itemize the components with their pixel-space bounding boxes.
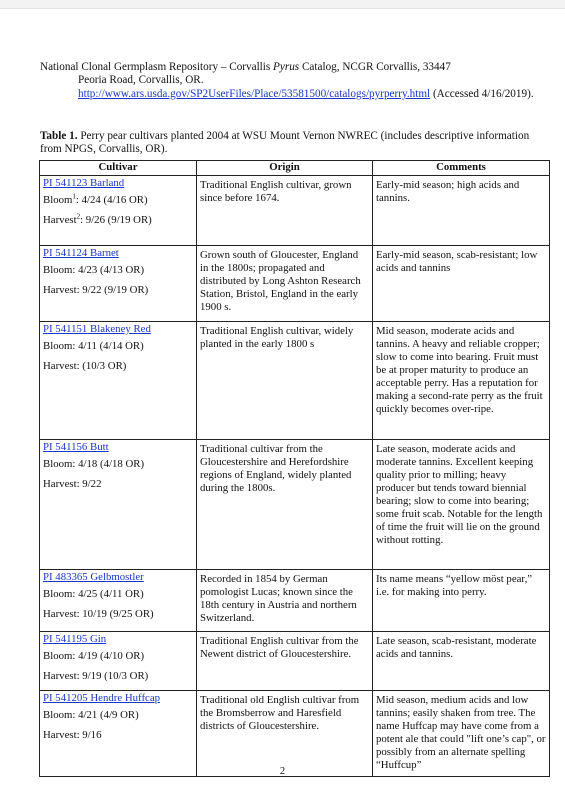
cultivar-cell (40, 440, 197, 570)
cultivar-cell (40, 176, 197, 246)
table-row (40, 632, 550, 691)
reference-line-2: Peoria Road, Corvallis, OR. (78, 74, 204, 87)
viewer-top-bar (0, 0, 565, 9)
cultivar-cell (40, 632, 197, 691)
comments-cell: Late season, scab-resistant, moderate acids and tannins. (373, 632, 550, 691)
cultivar-cell (40, 322, 197, 440)
table-header-row (40, 161, 550, 176)
bloom-date: Bloom: 4/18 (4/18 OR) (43, 458, 145, 470)
harvest-date: Harvest: 9/22 (43, 478, 102, 490)
table-row (40, 176, 550, 246)
bloom-date: Bloom: 4/11 (4/14 OR) (43, 340, 144, 352)
harvest-date: Harvest: 9/22 (9/19 OR) (43, 284, 149, 296)
cultivar-link[interactable]: PI 541156 Butt (43, 441, 109, 453)
comments-cell: Mid season, medium acids and low tannins; easily shaken from tree. The name Huffcap may have come from a potent ale that could "lift one’s cap", or possibly from an alternate spelling “Huffcup” (373, 691, 550, 777)
bloom-date: Bloom: 4/21 (4/9 OR) (43, 709, 139, 721)
header-origin: Origin (197, 161, 373, 176)
origin-cell: Traditional English cultivar, widely planted in the early 1800 s (197, 322, 373, 440)
cultivar-cell (40, 691, 197, 777)
comments-cell: Early-mid season, scab-resistant; low acids and tannins (373, 246, 550, 322)
reference-entry (40, 61, 550, 101)
table-row (40, 440, 550, 570)
cultivar-cell (40, 570, 197, 632)
comments-cell: Mid season, moderate acids and tannins. A heavy and reliable cropper; slow to come into bearing. Fruit must be at proper maturity to produce an acceptable perry. Has a reputation for making a second-rate perry as the fruit quickly becomes over-ripe. (373, 322, 550, 440)
harvest-date: Harvest: 9/19 (10/3 OR) (43, 670, 149, 682)
bloom-date: Bloom$^1$: 4/24 (4/16 OR) (43, 192, 148, 206)
document-page (0, 9, 565, 801)
origin-cell: Traditional English cultivar from the Newent district of Gloucestershire. (197, 632, 373, 691)
cultivar-link[interactable]: PI 541205 Hendre Huffcap (43, 692, 161, 704)
reference-link[interactable]: http://www.ars.usda.gov/SP2UserFiles/Place/53581500/catalogs/pyrperry.html (78, 87, 431, 100)
origin-cell: Traditional cultivar from the Gloucestershire and Herefordshire regions of England, widely planted during the 1800s. (197, 440, 373, 570)
cultivar-link[interactable]: PI 541195 Gin (43, 633, 107, 645)
origin-cell: Grown south of Gloucester, England in the 1800s; propagated and distributed by Long Ashton Research Station, Bristol, England in the early 1900 s. (197, 246, 373, 322)
origin-cell: Traditional old English cultivar from the Bromsberrow and Haresfield districts of Gloucestershire. (197, 691, 373, 777)
cultivar-link[interactable]: PI 541123 Barland (43, 177, 125, 189)
origin-cell: Recorded in 1854 by German pomologist Lucas; known since the 18th century in Austria and northern Switzerland. (197, 570, 373, 632)
bloom-date: Bloom: 4/19 (4/10 OR) (43, 650, 145, 662)
header-comments: Comments (373, 161, 550, 176)
cultivar-table (39, 160, 550, 777)
harvest-date: Harvest$^2$: 9/26 (9/19 OR) (43, 212, 152, 226)
table-row (40, 570, 550, 632)
cultivar-link[interactable]: PI 483365 Gelbmostler (43, 571, 144, 583)
harvest-date: Harvest: 10/19 (9/25 OR) (43, 608, 154, 620)
cultivar-cell (40, 246, 197, 322)
bloom-date: Bloom: 4/23 (4/13 OR) (43, 264, 145, 276)
cultivar-link[interactable]: PI 541124 Barnet (43, 247, 119, 259)
bloom-date: Bloom: 4/25 (4/11 OR) (43, 588, 144, 600)
origin-cell: Traditional English cultivar, grown since before 1674. (197, 176, 373, 246)
table-row (40, 691, 550, 777)
harvest-date: Harvest: 9/16 (43, 729, 102, 741)
reference-url-line: http://www.ars.usda.gov/SP2UserFiles/Place/53581500/catalogs/pyrperry.html (Accessed 4/16/2019). (78, 87, 534, 100)
table-caption: Table 1. Perry pear cultivars planted 2004 at WSU Mount Vernon NWREC (includes descriptive information from NPGS, Corvallis, OR). (40, 130, 530, 155)
reference-line-1: National Clonal Germplasm Repository – Corvallis Pyrus Catalog, NCGR Corvallis, 33447 (40, 61, 451, 73)
table-row (40, 322, 550, 440)
page-number: 2 (279, 766, 286, 777)
comments-cell: Early-mid season; high acids and tannins. (373, 176, 550, 246)
table-row (40, 246, 550, 322)
header-cultivar: Cultivar (40, 161, 197, 176)
harvest-date: Harvest: (10/3 OR) (43, 360, 127, 372)
comments-cell: Late season, moderate acids and moderate tannins. Excellent keeping quality prior to milling; heavy producer but tends toward biennial bearing; slow to come into bearing; some fruit scab. Notable for the length of time the fruit will lie on the ground without rotting. (373, 440, 550, 570)
cultivar-link[interactable]: PI 541151 Blakeney Red (43, 323, 151, 335)
table-label: Table 1. (40, 130, 78, 142)
comments-cell: Its name means “yellow möst pear,” i.e. for making into perry. (373, 570, 550, 632)
